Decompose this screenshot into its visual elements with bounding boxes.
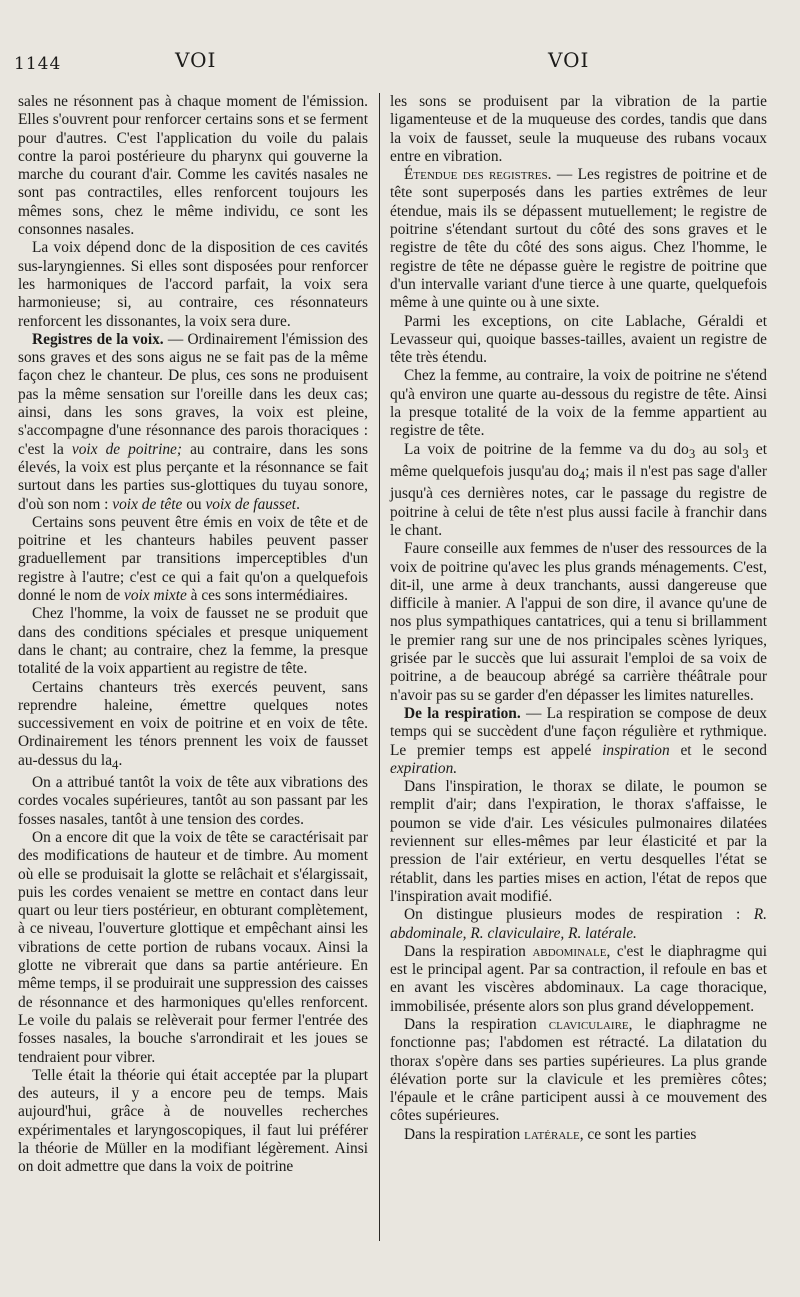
paragraph: Certains chanteurs très exercés peuvent, sans reprendre haleine, émettre quelques notes successivement en voix de poitrine et en voix de tête. Ordinairement les ténors prennent les voix de fausset au-dessus du $la_4$. [18, 678, 368, 772]
paragraph: On a encore dit que la voix de tête se caractérisait par des modifications de hauteur et de timbre. Au moment où elle se produisait la glotte se relâchait et s'élargissait, puis les cordes venaient se mettre en contact dans leur quart ou leur tiers postérieur, en obturant complètement, à ce niveau, l'ouverture glottique et empêchant ainsi les vibrations de cette portion de rubans vocaux. Ainsi la glotte ne vibrerait que dans sa partie antérieure. En même temps, il se produirait une suppression des caisses de résonnance et des harmoniques qu'elles renforcent. Le voile du palais se relèverait pour fermer l'entrée des fosses nasales, la bouche s'arrondirait et les joues se tendraient pour vibrer. [18, 828, 368, 1066]
paragraph: Certains sons peuvent être émis en voix de tête et de poitrine et les chanteurs habiles peuvent passer graduellement par transitions imperceptibles d'un registre à l'autre; c'est ce qui a fait qu'on a quelquefois donné le nom de voix mixte à ces sons intermédiaires. [18, 513, 368, 605]
paragraph: La voix dépend donc de la disposition de ces cavités sus-laryngiennes. Si elles sont disposées pour renforcer les harmoniques de l'accord parfait, la voix sera harmonieuse; si, au contraire, ces résonnateurs renforcent les dissonantes, la voix sera dure. [18, 239, 368, 330]
paragraph: Parmi les exceptions, on cite Lablache, Géraldi et Levasseur qui, quoique basses-tailles, avaient un registre de tête très étendu. [390, 312, 767, 367]
paragraph: Chez l'homme, la voix de fausset ne se produit que dans des conditions spéciales et presque uniquement dans le chant; au contraire, chez la femme, la presque totalité de la voix appartient au registre de tête. [18, 605, 368, 678]
section-heading: De la respiration. [404, 704, 521, 722]
section-heading: Registres de la voix. [32, 330, 164, 348]
paragraph: La voix de poitrine de la femme va du $do_3$ au sol$_3$ et même quelquefois jusqu'au $do_4$; mais il n'est pas sage d'aller jusqu'à ces dernières notes, car le passage du registre de poitrine à celui de tête n'est plus aussi facile à franchir dans le chant. [390, 440, 767, 539]
paragraph: Étendue des registres. — Les registres de poitrine et de tête sont superposés dans les parties extrêmes de leur étendue, mais ils se dépassent mutuellement; le registre de poitrine s'étendant surtout du côté des sons graves et le registre de tête du côté des sons aigus. Chez l'homme, le registre de tête ne dépasse guère le registre de poitrine que d'un intervalle variant d'une tierce à une quarte, quelquefois même à une quinte ou à une sixte. [390, 166, 768, 312]
page-number: 1144 [14, 54, 62, 74]
right-column [390, 93, 767, 1144]
paragraph: On a attribué tantôt la voix de tête aux vibrations des cordes vocales supérieures, tantôt au son passant par les fosses nasales, tantôt à une tension des cordes. [18, 774, 368, 828]
running-head-right: VOI [548, 48, 590, 72]
running-head-left: VOI [175, 48, 217, 72]
column-divider [379, 93, 380, 1241]
paragraph: Telle était la théorie qui était acceptée par la plupart des auteurs, il y a encore peu de temps. Mais aujourd'hui, grâce à de nouvelles recherches expérimentales et laryngoscopiques, il faut lui préférer la théorie de Müller en la modifiant légèrement. Ainsi on doit admettre que dans la voix de poitrine [18, 1066, 368, 1176]
paragraph: sales ne résonnent pas à chaque moment de l'émission. Elles s'ouvrent pour renforcer certains sons et se ferment pour d'autres. C'est l'application du voile du palais contre la paroi postérieure du pharynx qui gouverne la marche du courant d'air. Comme les cavités nasales ne sont pas contractiles, elles renforcent toujours les mêmes sons, chez le même individu, ce sont les consonnes nasales. [18, 93, 368, 239]
paragraph: Dans la respiration abdominale, c'est le diaphragme qui est le principal agent. Par sa contraction, il refoule en bas et en avant les viscères abdominaux. La cage thoracique, immobilisée, présente alors son plus grand développement. [390, 942, 767, 1015]
paragraph: Dans l'inspiration, le thorax se dilate, le poumon se remplit d'air; dans l'expiration, le thorax s'affaisse, le poumon se vide d'air. Les vésicules pulmonaires dilatées reviennent sur elles-mêmes par leur élasticité et par la pression de l'air extérieur, en vertu desquelles l'état se rétablit, dans les parties mises en action, l'état de repos que l'inspiration avait modifié. [390, 778, 767, 905]
left-column [18, 93, 368, 1177]
paragraph: Faure conseille aux femmes de n'user des ressources de la voix de poitrine qu'avec les plus grands ménagements. C'est, dit-il, une arme à deux tranchants, aussi dangereuse que difficile à manier. A l'appui de son dire, il avance qu'une de nos plus sympathiques cantatrices, qui a tenu si brillamment le premier rang sur une de nos principales scènes lyriques, grisée par le succès que lui assurait l'emploi de sa voix de poitrine, a de beaucoup abrégé sa carrière théâtrale pour n'avoir pas su se garder d'en dépasser les limites naturelles. [390, 540, 767, 704]
paragraph: Registres de la voix. — Ordinairement l'émission des sons graves et des sons aigus ne se fait pas de la même façon chez le chanteur. De plus, ces sons ne produisent pas la même sensation sur l'oreille dans les deux cas; ainsi, dans les sons graves, la voix est pleine, s'accompagne d'une résonnance des parois thoraciques : c'est la voix de poitrine; au contraire, dans les sons élevés, la voix est plus perçante et la résonnance se fait surtout dans les parties sus-glottiques du tuyau sonore, d'où son nom : voix de tête ou voix de fausset. [18, 330, 368, 513]
paragraph: Chez la femme, au contraire, la voix de poitrine ne s'étend qu'à environ une quarte au-dessous du registre de tête. Ainsi la presque totalité de la voix de la femme appartient au registre de tête. [390, 367, 767, 440]
paragraph: les sons se produisent par la vibration de la partie ligamenteuse et de la muqueuse des cordes, tandis que dans la voix de fausset, seule la muqueuse des rubans vocaux entre en vibration. [390, 93, 767, 165]
paragraph: Dans la respiration claviculaire, le diaphragme ne fonctionne pas; l'abdomen est rétracté. La dilatation du thorax s'opère dans ses parties supérieures. La plus grande élévation porte sur la clavicule et les premières côtes; l'épaule et le crâne participent aussi à ce mouvement des côtes supérieures. [390, 1016, 767, 1125]
paragraph: On distingue plusieurs modes de respiration : R. abdominale, R. claviculaire, R. latérale. [390, 906, 767, 942]
paragraph: Dans la respiration latérale, ce sont les parties [404, 1125, 697, 1143]
section-heading: Étendue des registres. [404, 166, 552, 184]
paragraph: De la respiration. — La respiration se compose de deux temps qui se succèdent d'une façon régulière et rythmique. Le premier temps est appelé inspiration et le second expiration. [390, 704, 767, 777]
